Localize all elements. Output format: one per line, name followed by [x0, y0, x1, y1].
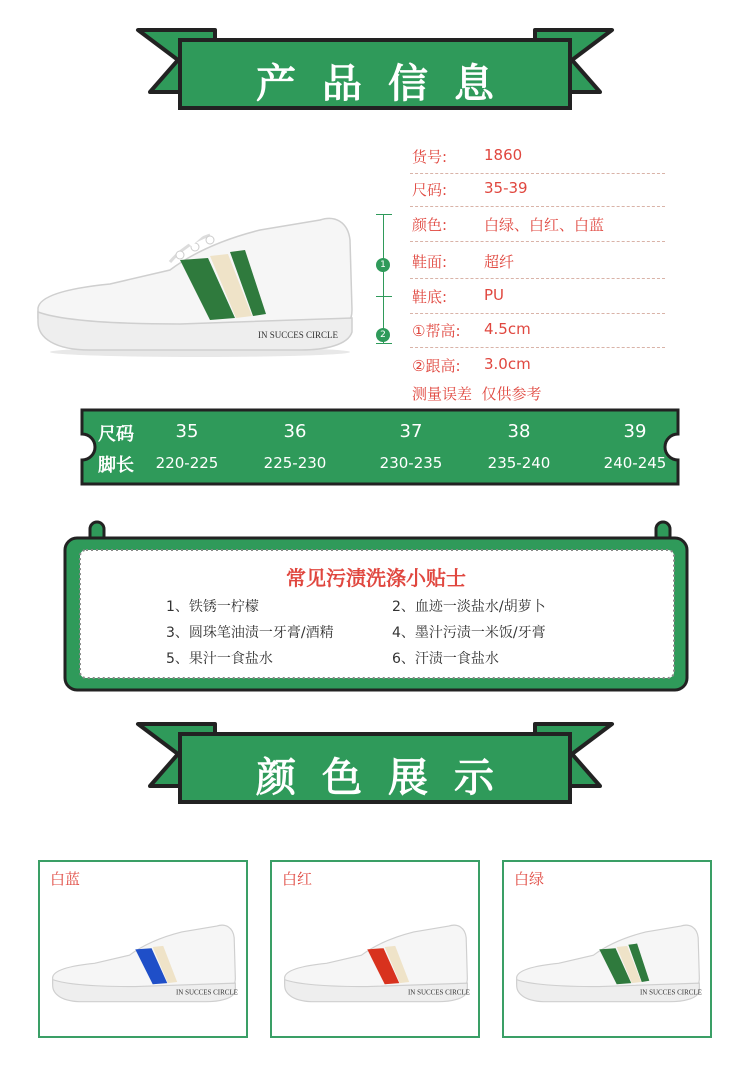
- tips-title: 常见污渍洗涤小贴士: [286, 566, 466, 590]
- size-cell: 35: [175, 421, 199, 442]
- length-cell: 235-240: [487, 454, 551, 472]
- tip-item: 5、果汁一食盐水: [166, 651, 273, 667]
- length-cell: 220-225: [155, 454, 219, 472]
- info-value: 超纤: [484, 253, 515, 271]
- size-row-label: 尺码: [98, 424, 134, 445]
- svg-text:IN SUCCES CIRCLE: IN SUCCES CIRCLE: [640, 988, 702, 997]
- color-card-white-red[interactable]: [270, 860, 480, 1038]
- info-label: 颜色:: [412, 216, 448, 234]
- info-value: 4.5cm: [484, 320, 531, 338]
- shoe-print-text: IN SUCCES CIRCLE: [258, 330, 339, 340]
- length-cell: 225-230: [263, 454, 327, 472]
- color-label: 白蓝: [50, 870, 81, 888]
- info-row-item-no: [410, 140, 665, 174]
- tip-item: 6、汗渍一食盐水: [392, 651, 499, 667]
- info-label: 鞋底:: [412, 288, 448, 306]
- shoe-image: [280, 906, 472, 1016]
- size-table: [80, 408, 680, 486]
- color-card-white-blue[interactable]: [38, 860, 248, 1038]
- info-label: 鞋面:: [412, 253, 448, 271]
- info-label: ②跟高:: [412, 357, 461, 375]
- info-value: 35-39: [484, 179, 528, 197]
- shoe-image: [512, 906, 704, 1016]
- info-row-color: [410, 208, 665, 242]
- info-value: PU: [484, 286, 505, 304]
- info-row-size: [410, 173, 665, 207]
- tip-item: 1、铁锈一柠檬: [166, 599, 259, 615]
- banner-title: 产品信息: [256, 61, 520, 107]
- tip-item: 2、血迹一淡盐水/胡萝卜: [392, 599, 546, 615]
- tips-frame: [62, 518, 690, 694]
- info-label: ①帮高:: [412, 322, 461, 340]
- foot-length-row-label: 脚长: [98, 455, 134, 476]
- washing-tips-panel: [62, 518, 690, 694]
- svg-text:IN SUCCES CIRCLE: IN SUCCES CIRCLE: [176, 988, 238, 997]
- info-value: 3.0cm: [484, 355, 531, 373]
- tip-item: 4、墨汁污渍一米饭/牙膏: [392, 625, 546, 641]
- shoe-image: [48, 906, 240, 1016]
- banner-product-info: [0, 22, 750, 122]
- product-shoe-image: [30, 200, 360, 360]
- info-row-heel-height: [410, 349, 665, 382]
- banner-title: 颜色展示: [256, 755, 520, 801]
- size-cell: 36: [283, 421, 307, 442]
- color-label: 白绿: [514, 870, 545, 888]
- info-value: 白绿、白红、白蓝: [484, 216, 605, 234]
- measurement-note: 测量误差 仅供参考: [412, 385, 542, 403]
- info-row-sole: [410, 280, 665, 314]
- length-cell: 240-245: [603, 454, 667, 472]
- marker-2: 2: [376, 328, 390, 342]
- size-table-bg: [80, 408, 680, 486]
- banner-color-display: [0, 716, 750, 816]
- length-cell: 230-235: [379, 454, 443, 472]
- color-label: 白红: [282, 870, 313, 888]
- info-label: 货号:: [412, 148, 448, 166]
- color-card-white-green[interactable]: [502, 860, 712, 1038]
- info-row-upper: [410, 245, 665, 279]
- svg-text:IN SUCCES CIRCLE: IN SUCCES CIRCLE: [408, 988, 470, 997]
- info-value: 1860: [484, 146, 523, 164]
- height-measure-lines: [372, 214, 396, 344]
- size-cell: 38: [507, 421, 531, 442]
- size-cell: 39: [623, 421, 647, 442]
- tip-item: 3、圆珠笔油渍一牙膏/酒精: [166, 625, 334, 641]
- info-row-shaft-height: [410, 314, 665, 348]
- info-label: 尺码:: [412, 181, 448, 199]
- marker-1: 1: [376, 258, 390, 272]
- size-cell: 37: [399, 421, 423, 442]
